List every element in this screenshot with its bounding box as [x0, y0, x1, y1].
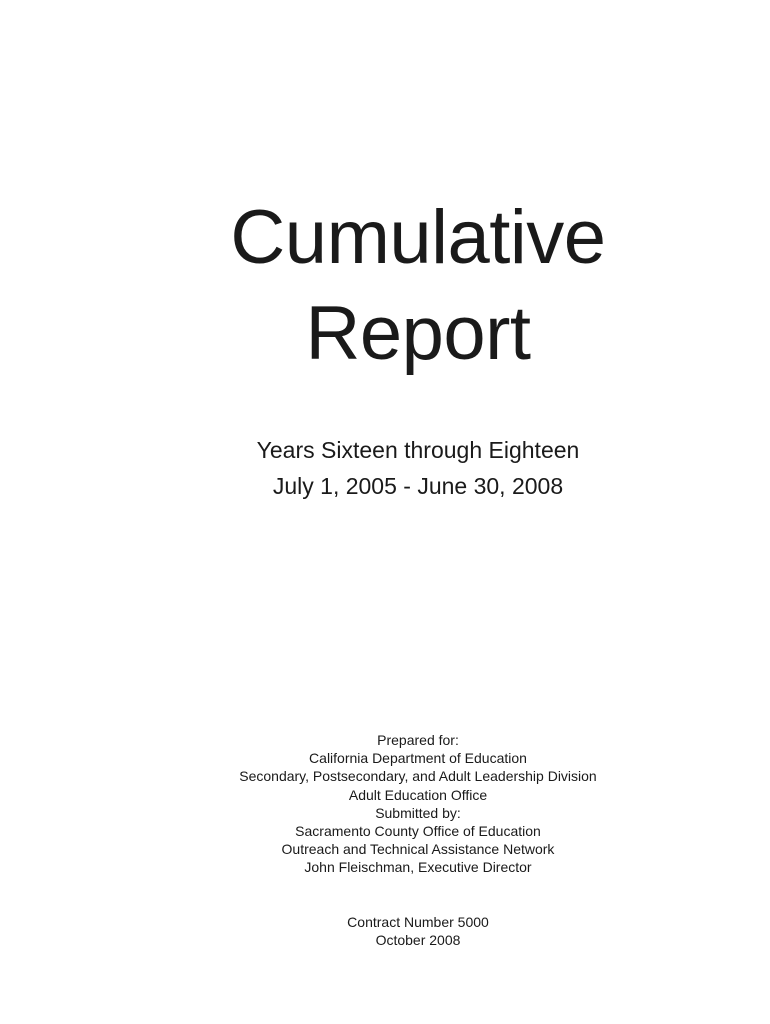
office-name: Adult Education Office	[348, 786, 488, 803]
credits-block	[0, 731, 770, 877]
title-line-cumulative: Cumulative	[230, 195, 606, 280]
title-line-report: Report	[305, 291, 531, 376]
network-name: Outreach and Technical Assistance Network	[281, 841, 555, 858]
report-title	[0, 190, 770, 382]
submitted-by-label: Submitted by:	[375, 804, 461, 821]
subtitle-date-range: July 1, 2005 - June 30, 2008	[272, 473, 564, 499]
submitted-by-org: Sacramento County Office of Education	[295, 823, 541, 840]
report-subtitle	[0, 432, 770, 504]
subtitle-years: Years Sixteen through Eighteen	[256, 437, 580, 463]
report-date: October 2008	[375, 932, 461, 949]
director-name: John Fleischman, Executive Director	[304, 859, 532, 876]
division-name: Secondary, Postsecondary, and Adult Leadership Division	[239, 768, 597, 785]
prepared-for-org: California Department of Education	[309, 750, 527, 767]
contract-block	[0, 913, 770, 949]
contract-number: Contract Number 5000	[347, 914, 489, 930]
prepared-for-label: Prepared for:	[377, 732, 459, 748]
